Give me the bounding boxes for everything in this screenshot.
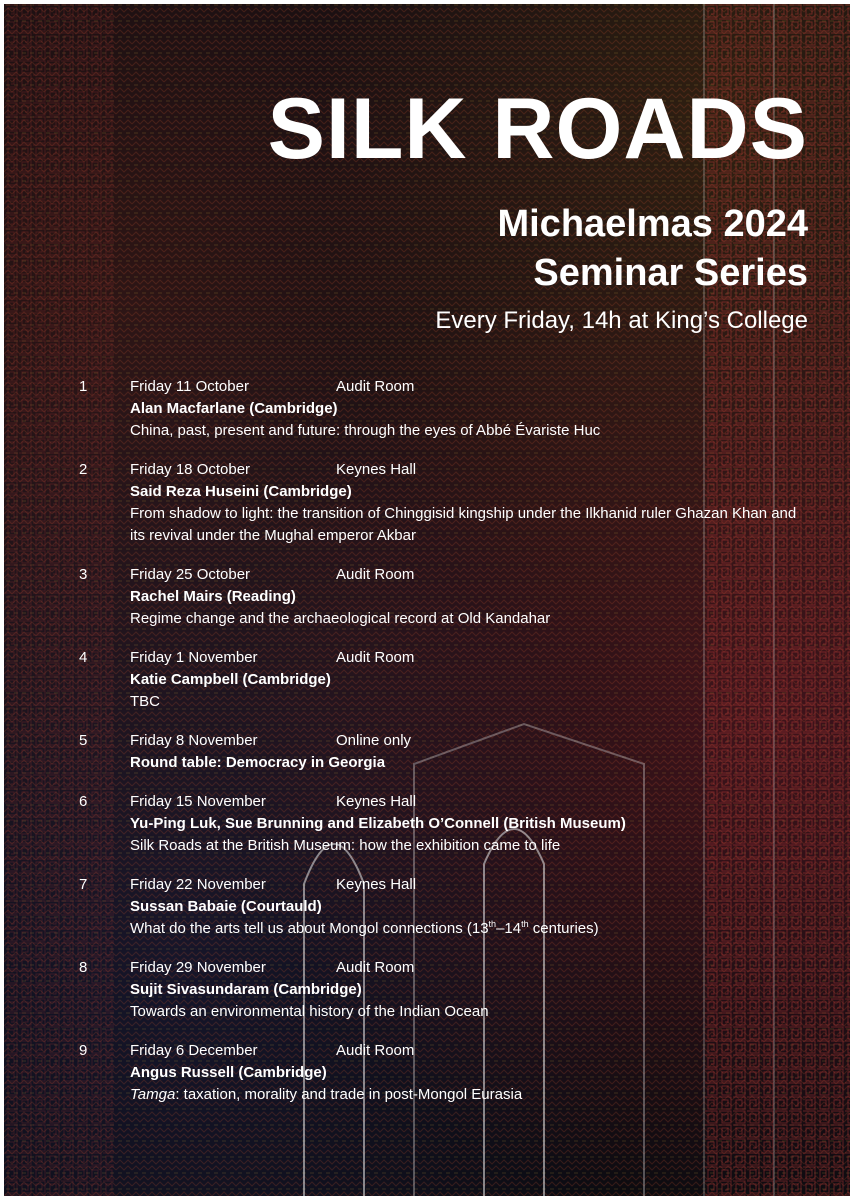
seminar-venue: Audit Room	[336, 959, 415, 976]
seminar-item	[4, 1040, 850, 1106]
seminar-title: Towards an environmental history of the Indian Ocean	[130, 1003, 489, 1020]
series-subtitle	[497, 200, 808, 297]
seminar-venue: Online only	[336, 732, 412, 749]
seminar-date: Friday 22 November	[130, 876, 266, 893]
poster	[4, 4, 850, 1196]
seminar-number: 1	[79, 378, 88, 395]
seminar-venue: Audit Room	[336, 378, 415, 395]
seminar-date: Friday 8 November	[130, 732, 258, 749]
seminar-title: TBC	[130, 693, 160, 710]
seminar-speaker: Katie Campbell (Cambridge)	[130, 671, 331, 688]
seminar-title-rest: : taxation, morality and trade in post-Mongol Eurasia	[175, 1086, 523, 1103]
seminar-speaker: Said Reza Huseini (Cambridge)	[130, 483, 352, 500]
seminar-date: Friday 15 November	[130, 793, 266, 810]
subtitle-line-series: Seminar Series	[533, 251, 808, 294]
seminar-item	[4, 647, 850, 713]
seminar-speaker: Sussan Babaie (Courtauld)	[130, 898, 322, 915]
seminar-title: Regime change and the archaeological record at Old Kandahar	[130, 610, 551, 627]
seminar-item	[4, 730, 850, 774]
seminar-title: China, past, present and future: through the eyes of Abbé Évariste Huc	[130, 422, 601, 439]
seminar-list	[4, 376, 850, 1123]
poster-title: SILK ROADS	[267, 81, 808, 177]
seminar-item	[4, 957, 850, 1023]
superscript-th: th	[488, 919, 497, 929]
seminar-number: 7	[79, 876, 88, 893]
seminar-speaker: Round table: Democracy in Georgia	[130, 754, 386, 771]
seminar-item	[4, 459, 850, 547]
seminar-number: 2	[79, 461, 88, 478]
seminar-venue: Keynes Hall	[336, 876, 417, 893]
seminar-item	[4, 791, 850, 857]
seminar-number: 8	[79, 959, 88, 976]
seminar-venue: Keynes Hall	[336, 461, 417, 478]
seminar-number: 4	[79, 649, 88, 666]
seminar-title: Silk Roads at the British Museum: how the exhibition came to life	[130, 837, 561, 854]
seminar-title: From shadow to light: the transition of Chinggisid kingship under the Ilkhanid ruler Ghazan Khan and its revival under the Mughal emperor Akbar	[130, 505, 797, 544]
seminar-venue: Audit Room	[336, 1042, 415, 1059]
seminar-number: 9	[79, 1042, 88, 1059]
seminar-venue: Audit Room	[336, 566, 415, 583]
seminar-title	[130, 1084, 810, 1106]
seminar-title-prefix: What do the arts tell us about Mongol connections (13	[130, 920, 489, 937]
seminar-date: Friday 11 October	[130, 378, 249, 395]
seminar-date: Friday 25 October	[130, 566, 251, 583]
seminar-venue: Keynes Hall	[336, 793, 417, 810]
seminar-title-italic: Tamga	[130, 1086, 176, 1103]
seminar-date: Friday 18 October	[130, 461, 251, 478]
seminar-date: Friday 29 November	[130, 959, 266, 976]
seminar-speaker: Rachel Mairs (Reading)	[130, 588, 296, 605]
superscript-th: th	[521, 919, 529, 929]
seminar-item	[4, 564, 850, 630]
subtitle-line-term: Michaelmas 2024	[497, 203, 808, 245]
seminar-speaker: Yu-Ping Luk, Sue Brunning and Elizabeth O’Connell (British Museum)	[130, 815, 626, 832]
seminar-number: 5	[79, 732, 88, 749]
seminar-speaker: Angus Russell (Cambridge)	[130, 1064, 327, 1081]
seminar-title-suffix: centuries)	[528, 920, 599, 937]
seminar-date: Friday 1 November	[130, 649, 258, 666]
seminar-title	[130, 918, 810, 940]
seminar-speaker: Sujit Sivasundaram (Cambridge)	[130, 981, 362, 998]
seminar-title-mid: –14	[496, 920, 522, 937]
seminar-number: 3	[79, 566, 88, 583]
seminar-number: 6	[79, 793, 88, 810]
seminar-venue: Audit Room	[336, 649, 415, 666]
seminar-item	[4, 874, 850, 940]
seminar-date: Friday 6 December	[130, 1042, 258, 1059]
seminar-speaker: Alan Macfarlane (Cambridge)	[130, 400, 338, 417]
schedule-tagline: Every Friday, 14h at King’s College	[435, 307, 808, 334]
seminar-item	[4, 376, 850, 442]
